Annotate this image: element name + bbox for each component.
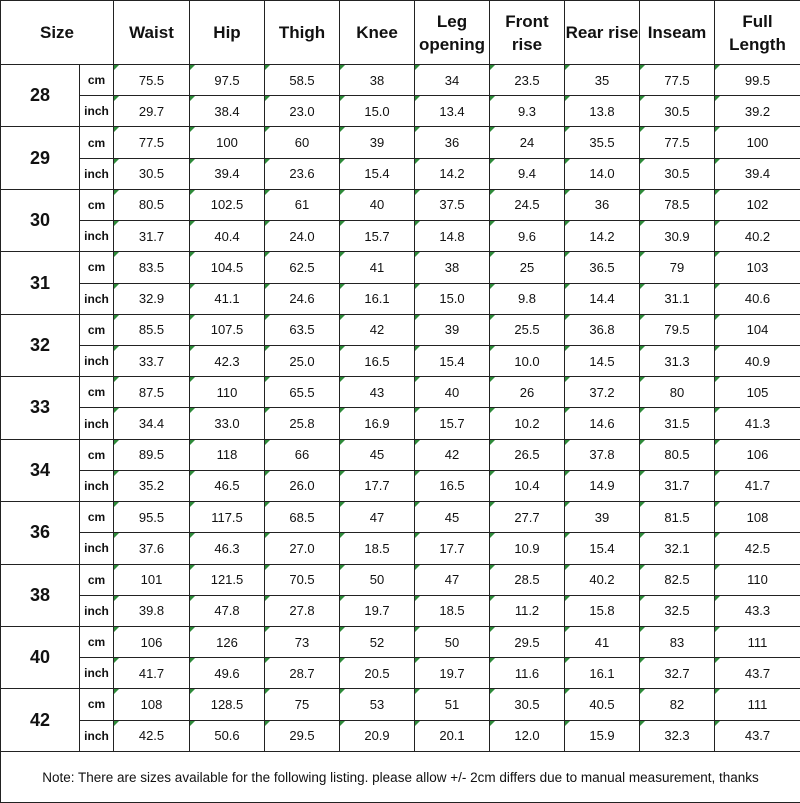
measurement-cell: 30.5 (490, 689, 565, 720)
unit-label-cm: cm (80, 189, 114, 220)
measurement-cell: 110 (715, 564, 800, 595)
measurement-cell: 32.1 (640, 533, 715, 564)
measurement-cell: 42 (415, 439, 490, 470)
header-full-length: Full Length (715, 1, 800, 65)
header-thigh: Thigh (265, 1, 340, 65)
measurement-cell: 31.3 (640, 345, 715, 376)
measurement-cell: 11.2 (490, 595, 565, 626)
measurement-cell: 58.5 (265, 65, 340, 96)
measurement-cell: 39.4 (190, 158, 265, 189)
measurement-cell: 9.6 (490, 221, 565, 252)
measurement-cell: 13.4 (415, 96, 490, 127)
measurement-cell: 43 (340, 377, 415, 408)
measurement-cell: 111 (715, 626, 800, 657)
measurement-cell: 41 (565, 626, 640, 657)
measurement-cell: 26.0 (265, 470, 340, 501)
table-row (1, 189, 800, 220)
measurement-cell: 108 (715, 502, 800, 533)
measurement-cell: 40.4 (190, 221, 265, 252)
measurement-cell: 41 (340, 252, 415, 283)
measurement-cell: 16.5 (340, 345, 415, 376)
unit-label-inch: inch (80, 470, 114, 501)
measurement-cell: 29.5 (490, 626, 565, 657)
measurement-cell: 47.8 (190, 595, 265, 626)
measurement-cell: 77.5 (640, 65, 715, 96)
measurement-cell: 36 (415, 127, 490, 158)
header-row (1, 1, 800, 65)
measurement-cell: 75 (265, 689, 340, 720)
measurement-cell: 15.9 (565, 720, 640, 751)
measurement-cell: 26 (490, 377, 565, 408)
measurement-cell: 33.0 (190, 408, 265, 439)
measurement-cell: 110 (190, 377, 265, 408)
measurement-cell: 14.5 (565, 345, 640, 376)
measurement-cell: 41.7 (715, 470, 800, 501)
measurement-cell: 40 (340, 189, 415, 220)
measurement-cell: 50 (415, 626, 490, 657)
measurement-cell: 40.2 (565, 564, 640, 595)
measurement-cell: 16.5 (415, 470, 490, 501)
measurement-cell: 40.9 (715, 345, 800, 376)
measurement-cell: 117.5 (190, 502, 265, 533)
size-label: 30 (1, 189, 80, 251)
unit-label-cm: cm (80, 65, 114, 96)
unit-label-inch: inch (80, 96, 114, 127)
measurement-cell: 40.5 (565, 689, 640, 720)
measurement-cell: 27.8 (265, 595, 340, 626)
measurement-cell: 104 (715, 314, 800, 345)
table-row (1, 595, 800, 626)
measurement-cell: 108 (114, 689, 190, 720)
measurement-cell: 52 (340, 626, 415, 657)
measurement-cell: 37.6 (114, 533, 190, 564)
measurement-cell: 27.0 (265, 533, 340, 564)
measurement-cell: 40 (415, 377, 490, 408)
measurement-cell: 85.5 (114, 314, 190, 345)
header-knee: Knee (340, 1, 415, 65)
measurement-cell: 30.5 (640, 96, 715, 127)
size-label: 32 (1, 314, 80, 376)
measurement-cell: 14.2 (415, 158, 490, 189)
size-label: 33 (1, 377, 80, 439)
measurement-cell: 46.3 (190, 533, 265, 564)
measurement-cell: 46.5 (190, 470, 265, 501)
table-row (1, 158, 800, 189)
measurement-cell: 31.1 (640, 283, 715, 314)
measurement-cell: 61 (265, 189, 340, 220)
measurement-cell: 37.5 (415, 189, 490, 220)
unit-label-cm: cm (80, 252, 114, 283)
measurement-cell: 19.7 (415, 658, 490, 689)
measurement-cell: 30.5 (640, 158, 715, 189)
measurement-cell: 18.5 (340, 533, 415, 564)
measurement-cell: 14.9 (565, 470, 640, 501)
measurement-cell: 12.0 (490, 720, 565, 751)
measurement-cell: 41.3 (715, 408, 800, 439)
table-row (1, 408, 800, 439)
measurement-cell: 106 (114, 626, 190, 657)
measurement-cell: 103 (715, 252, 800, 283)
measurement-cell: 23.5 (490, 65, 565, 96)
table-row (1, 283, 800, 314)
measurement-cell: 39 (565, 502, 640, 533)
table-row (1, 345, 800, 376)
unit-label-inch: inch (80, 408, 114, 439)
measurement-cell: 15.4 (340, 158, 415, 189)
measurement-cell: 50.6 (190, 720, 265, 751)
measurement-cell: 35.5 (565, 127, 640, 158)
table-row (1, 439, 800, 470)
size-label: 34 (1, 439, 80, 501)
measurement-cell: 45 (415, 502, 490, 533)
measurement-cell: 31.5 (640, 408, 715, 439)
measurement-cell: 41.7 (114, 658, 190, 689)
table-row (1, 127, 800, 158)
measurement-cell: 102.5 (190, 189, 265, 220)
measurement-cell: 45 (340, 439, 415, 470)
measurement-cell: 47 (415, 564, 490, 595)
measurement-cell: 26.5 (490, 439, 565, 470)
measurement-cell: 24.6 (265, 283, 340, 314)
header-front-rise: Front rise (490, 1, 565, 65)
measurement-cell: 66 (265, 439, 340, 470)
measurement-cell: 79.5 (640, 314, 715, 345)
unit-label-inch: inch (80, 595, 114, 626)
measurement-cell: 25 (490, 252, 565, 283)
measurement-cell: 128.5 (190, 689, 265, 720)
table-row (1, 658, 800, 689)
measurement-cell: 100 (190, 127, 265, 158)
measurement-cell: 40.2 (715, 221, 800, 252)
measurement-cell: 38 (340, 65, 415, 96)
size-label: 40 (1, 626, 80, 688)
measurement-cell: 65.5 (265, 377, 340, 408)
measurement-cell: 36.8 (565, 314, 640, 345)
header-inseam: Inseam (640, 1, 715, 65)
unit-label-inch: inch (80, 221, 114, 252)
header-waist: Waist (114, 1, 190, 65)
measurement-cell: 78.5 (640, 189, 715, 220)
measurement-cell: 42.3 (190, 345, 265, 376)
measurement-cell: 25.0 (265, 345, 340, 376)
measurement-cell: 15.0 (340, 96, 415, 127)
unit-label-inch: inch (80, 533, 114, 564)
header-size: Size (1, 1, 114, 65)
size-label: 36 (1, 502, 80, 564)
measurement-cell: 43.7 (715, 658, 800, 689)
measurement-cell: 121.5 (190, 564, 265, 595)
measurement-note: Note: There are sizes available for the following listing. please allow +/- 2cm differs due to manual measurement, thanks (1, 752, 800, 803)
measurement-cell: 39.2 (715, 96, 800, 127)
measurement-cell: 20.1 (415, 720, 490, 751)
measurement-cell: 75.5 (114, 65, 190, 96)
measurement-cell: 34.4 (114, 408, 190, 439)
measurement-cell: 102 (715, 189, 800, 220)
unit-label-inch: inch (80, 658, 114, 689)
measurement-cell: 15.0 (415, 283, 490, 314)
measurement-cell: 32.5 (640, 595, 715, 626)
measurement-cell: 14.6 (565, 408, 640, 439)
measurement-cell: 14.2 (565, 221, 640, 252)
measurement-cell: 36.5 (565, 252, 640, 283)
unit-label-cm: cm (80, 314, 114, 345)
measurement-cell: 24.5 (490, 189, 565, 220)
unit-label-cm: cm (80, 377, 114, 408)
unit-label-inch: inch (80, 283, 114, 314)
measurement-cell: 10.4 (490, 470, 565, 501)
measurement-cell: 111 (715, 689, 800, 720)
measurement-cell: 19.7 (340, 595, 415, 626)
unit-label-cm: cm (80, 689, 114, 720)
unit-label-cm: cm (80, 439, 114, 470)
table-row (1, 221, 800, 252)
table-row (1, 533, 800, 564)
header-hip: Hip (190, 1, 265, 65)
measurement-cell: 23.0 (265, 96, 340, 127)
measurement-cell: 87.5 (114, 377, 190, 408)
measurement-cell: 31.7 (114, 221, 190, 252)
measurement-cell: 101 (114, 564, 190, 595)
header-rear-rise: Rear rise (565, 1, 640, 65)
measurement-cell: 40.6 (715, 283, 800, 314)
measurement-cell: 24 (490, 127, 565, 158)
measurement-cell: 15.7 (340, 221, 415, 252)
measurement-cell: 42 (340, 314, 415, 345)
measurement-cell: 30.5 (114, 158, 190, 189)
unit-label-cm: cm (80, 626, 114, 657)
measurement-cell: 11.6 (490, 658, 565, 689)
measurement-cell: 17.7 (340, 470, 415, 501)
measurement-cell: 53 (340, 689, 415, 720)
measurement-cell: 43.3 (715, 595, 800, 626)
measurement-cell: 24.0 (265, 221, 340, 252)
table-row (1, 377, 800, 408)
measurement-cell: 32.3 (640, 720, 715, 751)
table-row (1, 252, 800, 283)
unit-label-cm: cm (80, 564, 114, 595)
table-row (1, 502, 800, 533)
measurement-cell: 62.5 (265, 252, 340, 283)
measurement-cell: 81.5 (640, 502, 715, 533)
measurement-cell: 39.4 (715, 158, 800, 189)
measurement-cell: 43.7 (715, 720, 800, 751)
measurement-cell: 33.7 (114, 345, 190, 376)
measurement-cell: 99.5 (715, 65, 800, 96)
measurement-cell: 50 (340, 564, 415, 595)
measurement-cell: 18.5 (415, 595, 490, 626)
measurement-cell: 118 (190, 439, 265, 470)
measurement-cell: 13.8 (565, 96, 640, 127)
size-label: 42 (1, 689, 80, 752)
measurement-cell: 83.5 (114, 252, 190, 283)
measurement-cell: 38.4 (190, 96, 265, 127)
measurement-cell: 82 (640, 689, 715, 720)
size-label: 38 (1, 564, 80, 626)
measurement-cell: 42.5 (114, 720, 190, 751)
measurement-cell: 15.4 (565, 533, 640, 564)
unit-label-inch: inch (80, 345, 114, 376)
measurement-cell: 100 (715, 127, 800, 158)
measurement-cell: 51 (415, 689, 490, 720)
measurement-cell: 17.7 (415, 533, 490, 564)
measurement-cell: 89.5 (114, 439, 190, 470)
measurement-cell: 39.8 (114, 595, 190, 626)
table-row (1, 689, 800, 720)
size-rows (1, 65, 800, 752)
measurement-cell: 27.7 (490, 502, 565, 533)
measurement-cell: 9.4 (490, 158, 565, 189)
measurement-cell: 15.7 (415, 408, 490, 439)
measurement-cell: 105 (715, 377, 800, 408)
measurement-cell: 77.5 (640, 127, 715, 158)
measurement-cell: 25.8 (265, 408, 340, 439)
measurement-cell: 39 (340, 127, 415, 158)
measurement-cell: 30.9 (640, 221, 715, 252)
measurement-cell: 95.5 (114, 502, 190, 533)
measurement-cell: 49.6 (190, 658, 265, 689)
measurement-cell: 34 (415, 65, 490, 96)
measurement-cell: 60 (265, 127, 340, 158)
measurement-cell: 15.4 (415, 345, 490, 376)
measurement-cell: 16.1 (340, 283, 415, 314)
measurement-cell: 14.8 (415, 221, 490, 252)
table-row (1, 96, 800, 127)
measurement-cell: 39 (415, 314, 490, 345)
measurement-cell: 106 (715, 439, 800, 470)
measurement-cell: 10.2 (490, 408, 565, 439)
unit-label-cm: cm (80, 502, 114, 533)
measurement-cell: 20.9 (340, 720, 415, 751)
measurement-cell: 9.3 (490, 96, 565, 127)
table-row (1, 564, 800, 595)
measurement-cell: 14.4 (565, 283, 640, 314)
measurement-cell: 15.8 (565, 595, 640, 626)
measurement-cell: 31.7 (640, 470, 715, 501)
measurement-cell: 80.5 (114, 189, 190, 220)
measurement-cell: 97.5 (190, 65, 265, 96)
measurement-cell: 47 (340, 502, 415, 533)
measurement-cell: 29.7 (114, 96, 190, 127)
measurement-cell: 10.0 (490, 345, 565, 376)
table-row (1, 720, 800, 751)
measurement-cell: 23.6 (265, 158, 340, 189)
measurement-cell: 37.8 (565, 439, 640, 470)
table-row (1, 65, 800, 96)
measurement-cell: 73 (265, 626, 340, 657)
measurement-cell: 20.5 (340, 658, 415, 689)
measurement-cell: 29.5 (265, 720, 340, 751)
table-row (1, 314, 800, 345)
measurement-cell: 80 (640, 377, 715, 408)
measurement-cell: 68.5 (265, 502, 340, 533)
measurement-cell: 25.5 (490, 314, 565, 345)
measurement-cell: 35 (565, 65, 640, 96)
measurement-cell: 63.5 (265, 314, 340, 345)
measurement-cell: 77.5 (114, 127, 190, 158)
measurement-cell: 14.0 (565, 158, 640, 189)
size-label: 31 (1, 252, 80, 314)
measurement-cell: 83 (640, 626, 715, 657)
measurement-cell: 9.8 (490, 283, 565, 314)
measurement-cell: 37.2 (565, 377, 640, 408)
unit-label-inch: inch (80, 158, 114, 189)
unit-label-cm: cm (80, 127, 114, 158)
measurement-cell: 36 (565, 189, 640, 220)
size-label: 28 (1, 65, 80, 127)
measurement-cell: 126 (190, 626, 265, 657)
measurement-cell: 35.2 (114, 470, 190, 501)
measurement-cell: 80.5 (640, 439, 715, 470)
measurement-cell: 41.1 (190, 283, 265, 314)
table-row (1, 626, 800, 657)
measurement-cell: 32.9 (114, 283, 190, 314)
table-row (1, 470, 800, 501)
measurement-cell: 107.5 (190, 314, 265, 345)
measurement-cell: 82.5 (640, 564, 715, 595)
measurement-cell: 42.5 (715, 533, 800, 564)
note-row (1, 752, 800, 803)
measurement-cell: 28.7 (265, 658, 340, 689)
measurement-cell: 79 (640, 252, 715, 283)
measurement-cell: 32.7 (640, 658, 715, 689)
size-label: 29 (1, 127, 80, 189)
measurement-cell: 10.9 (490, 533, 565, 564)
measurement-cell: 16.1 (565, 658, 640, 689)
unit-label-inch: inch (80, 720, 114, 751)
measurement-cell: 28.5 (490, 564, 565, 595)
measurement-cell: 38 (415, 252, 490, 283)
measurement-cell: 70.5 (265, 564, 340, 595)
header-leg-opening: Leg opening (415, 1, 490, 65)
measurement-cell: 16.9 (340, 408, 415, 439)
measurement-cell: 104.5 (190, 252, 265, 283)
